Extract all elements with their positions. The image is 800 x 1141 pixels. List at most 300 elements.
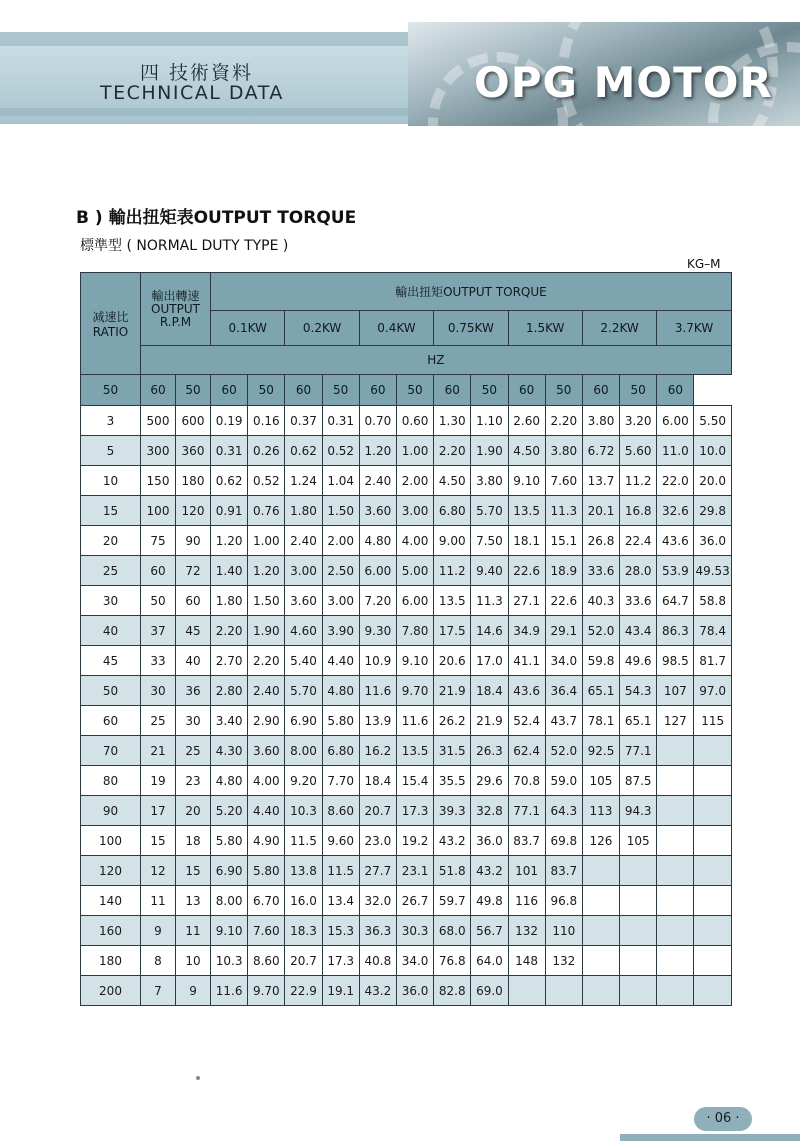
table-cell: 36: [176, 676, 211, 706]
table-cell: 11.0: [657, 436, 694, 466]
hz-header: HZ: [141, 346, 732, 375]
table-cell: 20.6: [434, 646, 471, 676]
table-cell: 36.3: [359, 916, 396, 946]
table-cell: [657, 976, 694, 1006]
table-cell: 2.40: [285, 526, 322, 556]
table-cell: 11: [141, 886, 176, 916]
table-cell: 0.19: [211, 406, 248, 436]
table-cell: 31.5: [434, 736, 471, 766]
table-cell: [694, 856, 731, 886]
brand-logo: OPG MOTOR: [474, 58, 773, 107]
table-cell: [545, 976, 582, 1006]
table-cell: 5.70: [285, 676, 322, 706]
table-cell: 20: [176, 796, 211, 826]
table-cell: 13.4: [322, 886, 359, 916]
table-cell: 132: [508, 916, 545, 946]
table-cell: 0.91: [211, 496, 248, 526]
section-title-en: TECHNICAL DATA: [100, 82, 284, 104]
table-cell: 4.80: [211, 766, 248, 796]
table-cell: 5.70: [471, 496, 508, 526]
table-cell: 600: [176, 406, 211, 436]
table-cell: 17.0: [471, 646, 508, 676]
freq-header: 50: [176, 375, 211, 406]
ratio-cell: 25: [81, 556, 141, 586]
table-cell: 4.50: [508, 436, 545, 466]
table-cell: 7.50: [471, 526, 508, 556]
table-cell: 6.80: [322, 736, 359, 766]
ratio-cell: 70: [81, 736, 141, 766]
table-cell: 21.9: [471, 706, 508, 736]
table-cell: [508, 976, 545, 1006]
table-cell: 54.3: [620, 676, 657, 706]
table-row: [81, 946, 732, 976]
table-cell: 2.60: [508, 406, 545, 436]
table-cell: 0.62: [211, 466, 248, 496]
table-cell: 56.7: [471, 916, 508, 946]
table-cell: 4.40: [248, 796, 285, 826]
table-cell: 22.0: [657, 466, 694, 496]
table-cell: 49.8: [471, 886, 508, 916]
page-subtitle: 標準型 ( NORMAL DUTY TYPE ): [80, 238, 289, 254]
table-cell: 36.0: [694, 526, 731, 556]
table-cell: 148: [508, 946, 545, 976]
table-cell: 22.6: [508, 556, 545, 586]
table-cell: 43.7: [545, 706, 582, 736]
table-cell: 32.8: [471, 796, 508, 826]
table-cell: 9.40: [471, 556, 508, 586]
table-row: [81, 826, 732, 856]
rpm-header-unit: R.P.M: [159, 314, 192, 329]
table-cell: 25: [176, 736, 211, 766]
footer-bar: [620, 1134, 800, 1141]
table-cell: 1.50: [248, 586, 285, 616]
table-cell: 150: [141, 466, 176, 496]
ratio-header: [81, 273, 141, 375]
table-cell: 77.1: [620, 736, 657, 766]
table-cell: 1.80: [211, 586, 248, 616]
table-cell: [657, 856, 694, 886]
power-header: 0.2KW: [285, 311, 359, 346]
table-cell: 2.00: [322, 526, 359, 556]
ratio-cell: 5: [81, 436, 141, 466]
table-cell: 6.00: [359, 556, 396, 586]
table-cell: 9.10: [508, 466, 545, 496]
table-cell: [657, 946, 694, 976]
table-cell: 18: [176, 826, 211, 856]
table-cell: 0.70: [359, 406, 396, 436]
table-cell: [582, 976, 619, 1006]
table-cell: 126: [582, 826, 619, 856]
table-cell: 9: [141, 916, 176, 946]
table-cell: 18.3: [285, 916, 322, 946]
table-cell: 36.4: [545, 676, 582, 706]
table-cell: 3.40: [211, 706, 248, 736]
table-cell: 4.50: [434, 466, 471, 496]
ratio-cell: 20: [81, 526, 141, 556]
table-cell: 1.80: [285, 496, 322, 526]
table-cell: 29.1: [545, 616, 582, 646]
table-cell: 127: [657, 706, 694, 736]
table-cell: 2.90: [248, 706, 285, 736]
table-cell: 5.80: [211, 826, 248, 856]
table-cell: 2.20: [545, 406, 582, 436]
table-cell: [657, 766, 694, 796]
ratio-cell: 3: [81, 406, 141, 436]
table-cell: 10.3: [285, 796, 322, 826]
ratio-cell: 15: [81, 496, 141, 526]
table-cell: 18.4: [471, 676, 508, 706]
table-cell: 300: [141, 436, 176, 466]
table-cell: 9: [176, 976, 211, 1006]
table-cell: 82.8: [434, 976, 471, 1006]
table-cell: 23.1: [396, 856, 433, 886]
table-cell: 52.4: [508, 706, 545, 736]
torque-header: 輸出扭矩OUTPUT TORQUE: [211, 273, 732, 311]
table-cell: 20.7: [359, 796, 396, 826]
table-cell: 1.90: [471, 436, 508, 466]
table-cell: [694, 916, 731, 946]
table-cell: 16.2: [359, 736, 396, 766]
table-cell: 4.30: [211, 736, 248, 766]
unit-code: KG–M: [687, 257, 721, 271]
table-cell: 1.24: [285, 466, 322, 496]
table-cell: 34.9: [508, 616, 545, 646]
table-cell: 4.80: [322, 676, 359, 706]
table-cell: 11.5: [285, 826, 322, 856]
table-cell: 33: [141, 646, 176, 676]
table-cell: 0.31: [322, 406, 359, 436]
table-cell: 13.7: [582, 466, 619, 496]
table-cell: [582, 856, 619, 886]
table-cell: 14.6: [471, 616, 508, 646]
table-cell: 15: [176, 856, 211, 886]
ratio-cell: 30: [81, 586, 141, 616]
table-cell: 3.80: [545, 436, 582, 466]
table-cell: 28.0: [620, 556, 657, 586]
table-cell: 19.2: [396, 826, 433, 856]
table-cell: 94.3: [620, 796, 657, 826]
table-cell: 15: [141, 826, 176, 856]
table-cell: 5.40: [285, 646, 322, 676]
table-cell: [657, 736, 694, 766]
table-cell: 49.53: [694, 556, 731, 586]
table-cell: [694, 736, 731, 766]
table-cell: 11: [176, 916, 211, 946]
table-cell: 50: [141, 586, 176, 616]
table-cell: 3.80: [582, 406, 619, 436]
table-cell: 12: [141, 856, 176, 886]
table-cell: 9.60: [322, 826, 359, 856]
table-cell: 105: [620, 826, 657, 856]
table-cell: 21.9: [434, 676, 471, 706]
table-cell: 6.90: [285, 706, 322, 736]
table-cell: [694, 796, 731, 826]
ratio-cell: 180: [81, 946, 141, 976]
table-cell: 25: [141, 706, 176, 736]
banner-stripe-lower: [0, 108, 460, 116]
table-cell: 26.7: [396, 886, 433, 916]
table-cell: 11.3: [471, 586, 508, 616]
table-cell: 3.80: [471, 466, 508, 496]
table-cell: 27.1: [508, 586, 545, 616]
table-cell: 26.2: [434, 706, 471, 736]
power-header: 0.75KW: [434, 311, 508, 346]
table-cell: 1.20: [359, 436, 396, 466]
banner-stripe: [0, 32, 460, 46]
table-cell: 90: [176, 526, 211, 556]
table-row: [81, 616, 732, 646]
table-cell: 13.5: [434, 586, 471, 616]
table-cell: [694, 826, 731, 856]
table-cell: 11.6: [396, 706, 433, 736]
table-cell: 53.9: [657, 556, 694, 586]
page-number: · 06 ·: [694, 1107, 752, 1131]
table-cell: 5.20: [211, 796, 248, 826]
table-row: [81, 796, 732, 826]
table-cell: 3.00: [285, 556, 322, 586]
table-cell: 13.9: [359, 706, 396, 736]
table-cell: 11.2: [434, 556, 471, 586]
table-cell: 0.60: [396, 406, 433, 436]
ratio-cell: 160: [81, 916, 141, 946]
table-cell: 18.9: [545, 556, 582, 586]
table-cell: 1.20: [248, 556, 285, 586]
ratio-cell: 90: [81, 796, 141, 826]
table-cell: [620, 976, 657, 1006]
ratio-cell: 45: [81, 646, 141, 676]
table-row: [81, 886, 732, 916]
freq-header: 60: [582, 375, 619, 406]
torque-table-wrapper: [80, 272, 731, 1006]
table-cell: 32.0: [359, 886, 396, 916]
table-cell: 1.20: [211, 526, 248, 556]
table-cell: 17.3: [396, 796, 433, 826]
table-cell: 34.0: [396, 946, 433, 976]
table-cell: 64.3: [545, 796, 582, 826]
table-cell: 13: [176, 886, 211, 916]
section-title-cn: 四 技術資料: [140, 62, 254, 84]
table-cell: 0.76: [248, 496, 285, 526]
freq-header: 60: [434, 375, 471, 406]
print-speck: [196, 1076, 200, 1080]
table-cell: 1.50: [322, 496, 359, 526]
ratio-cell: 100: [81, 826, 141, 856]
ratio-cell: 80: [81, 766, 141, 796]
table-cell: 76.8: [434, 946, 471, 976]
table-cell: 5.60: [620, 436, 657, 466]
table-row: [81, 706, 732, 736]
freq-header: 60: [508, 375, 545, 406]
table-cell: 59.7: [434, 886, 471, 916]
table-cell: [620, 856, 657, 886]
table-cell: 8.00: [211, 886, 248, 916]
table-cell: 52.0: [545, 736, 582, 766]
table-cell: 21: [141, 736, 176, 766]
table-cell: 22.6: [545, 586, 582, 616]
table-cell: 13.8: [285, 856, 322, 886]
table-cell: 0.16: [248, 406, 285, 436]
table-cell: 10: [176, 946, 211, 976]
table-cell: 86.3: [657, 616, 694, 646]
power-header: 3.7KW: [657, 311, 732, 346]
freq-header: 50: [396, 375, 433, 406]
table-cell: 49.6: [620, 646, 657, 676]
table-cell: 4.40: [322, 646, 359, 676]
table-row: [81, 736, 732, 766]
table-row: [81, 556, 732, 586]
table-cell: 360: [176, 436, 211, 466]
table-cell: 45: [176, 616, 211, 646]
table-cell: [694, 766, 731, 796]
table-cell: [694, 886, 731, 916]
power-header: 0.4KW: [359, 311, 433, 346]
table-cell: 77.1: [508, 796, 545, 826]
table-cell: 0.52: [248, 466, 285, 496]
table-cell: 105: [582, 766, 619, 796]
table-row: [81, 856, 732, 886]
table-cell: 78.1: [582, 706, 619, 736]
ratio-cell: 140: [81, 886, 141, 916]
table-cell: 26.8: [582, 526, 619, 556]
table-cell: 3.00: [396, 496, 433, 526]
table-row: [81, 526, 732, 556]
table-cell: 0.31: [211, 436, 248, 466]
table-cell: 15.1: [545, 526, 582, 556]
ratio-cell: 60: [81, 706, 141, 736]
table-cell: 2.50: [322, 556, 359, 586]
table-row: [81, 496, 732, 526]
table-cell: 0.26: [248, 436, 285, 466]
table-cell: 32.6: [657, 496, 694, 526]
rpm-header-en: OUTPUT: [151, 301, 200, 316]
table-cell: 15.3: [322, 916, 359, 946]
rpm-header: [141, 273, 211, 346]
table-cell: 60: [141, 556, 176, 586]
table-cell: 16.8: [620, 496, 657, 526]
table-cell: 65.1: [620, 706, 657, 736]
table-cell: 6.70: [248, 886, 285, 916]
table-cell: 65.1: [582, 676, 619, 706]
table-cell: 110: [545, 916, 582, 946]
table-cell: 116: [508, 886, 545, 916]
table-cell: 6.72: [582, 436, 619, 466]
table-cell: 10.0: [694, 436, 731, 466]
freq-header: 50: [248, 375, 285, 406]
header-banner: [0, 0, 800, 140]
table-cell: 78.4: [694, 616, 731, 646]
table-cell: 11.6: [359, 676, 396, 706]
table-cell: 87.5: [620, 766, 657, 796]
table-cell: 8: [141, 946, 176, 976]
table-cell: 6.80: [434, 496, 471, 526]
table-cell: 5.00: [396, 556, 433, 586]
table-cell: 113: [582, 796, 619, 826]
table-cell: 3.60: [359, 496, 396, 526]
table-cell: 8.60: [248, 946, 285, 976]
ratio-cell: 200: [81, 976, 141, 1006]
freq-header: 60: [657, 375, 694, 406]
table-cell: 13.5: [396, 736, 433, 766]
table-cell: 18.1: [508, 526, 545, 556]
table-cell: 62.4: [508, 736, 545, 766]
table-row: [81, 976, 732, 1006]
table-cell: [657, 916, 694, 946]
table-cell: 29.8: [694, 496, 731, 526]
table-cell: 132: [545, 946, 582, 976]
table-cell: 68.0: [434, 916, 471, 946]
table-cell: 20.7: [285, 946, 322, 976]
ratio-cell: 40: [81, 616, 141, 646]
table-cell: 81.7: [694, 646, 731, 676]
table-cell: 64.7: [657, 586, 694, 616]
freq-header: 50: [620, 375, 657, 406]
table-cell: 17: [141, 796, 176, 826]
table-row: [81, 406, 732, 436]
freq-header: 50: [545, 375, 582, 406]
table-cell: 35.5: [434, 766, 471, 796]
table-cell: 83.7: [508, 826, 545, 856]
power-header: 2.2KW: [582, 311, 656, 346]
ratio-header-cn: 减速比: [92, 310, 129, 324]
table-cell: 3.60: [248, 736, 285, 766]
table-cell: 92.5: [582, 736, 619, 766]
table-cell: 500: [141, 406, 176, 436]
table-cell: [657, 796, 694, 826]
table-cell: 40: [176, 646, 211, 676]
table-cell: 107: [657, 676, 694, 706]
table-cell: 17.5: [434, 616, 471, 646]
table-cell: 23.0: [359, 826, 396, 856]
table-cell: 7.80: [396, 616, 433, 646]
table-cell: 43.2: [434, 826, 471, 856]
table-cell: 59.0: [545, 766, 582, 796]
table-cell: 59.8: [582, 646, 619, 676]
table-cell: 22.9: [285, 976, 322, 1006]
table-cell: 5.80: [322, 706, 359, 736]
table-row: [81, 676, 732, 706]
table-cell: 43.6: [657, 526, 694, 556]
table-cell: 43.4: [620, 616, 657, 646]
table-cell: [694, 946, 731, 976]
table-cell: 8.60: [322, 796, 359, 826]
rpm-header-cn: 輸出轉速: [151, 288, 200, 303]
table-cell: 70.8: [508, 766, 545, 796]
table-cell: 4.60: [285, 616, 322, 646]
table-cell: 64.0: [471, 946, 508, 976]
table-cell: 9.00: [434, 526, 471, 556]
table-cell: 19: [141, 766, 176, 796]
freq-header: 60: [211, 375, 248, 406]
freq-header: 60: [359, 375, 396, 406]
table-cell: 2.00: [396, 466, 433, 496]
table-cell: [657, 886, 694, 916]
table-cell: 16.0: [285, 886, 322, 916]
table-row: [81, 646, 732, 676]
table-cell: 9.70: [396, 676, 433, 706]
table-cell: 30: [141, 676, 176, 706]
table-row: [81, 466, 732, 496]
table-cell: 101: [508, 856, 545, 886]
table-row: [81, 436, 732, 466]
table-cell: 2.40: [248, 676, 285, 706]
table-cell: 1.00: [396, 436, 433, 466]
freq-header: 50: [471, 375, 508, 406]
ratio-cell: 10: [81, 466, 141, 496]
power-header: 1.5KW: [508, 311, 582, 346]
table-cell: 6.00: [657, 406, 694, 436]
table-cell: 1.10: [471, 406, 508, 436]
table-cell: 7: [141, 976, 176, 1006]
